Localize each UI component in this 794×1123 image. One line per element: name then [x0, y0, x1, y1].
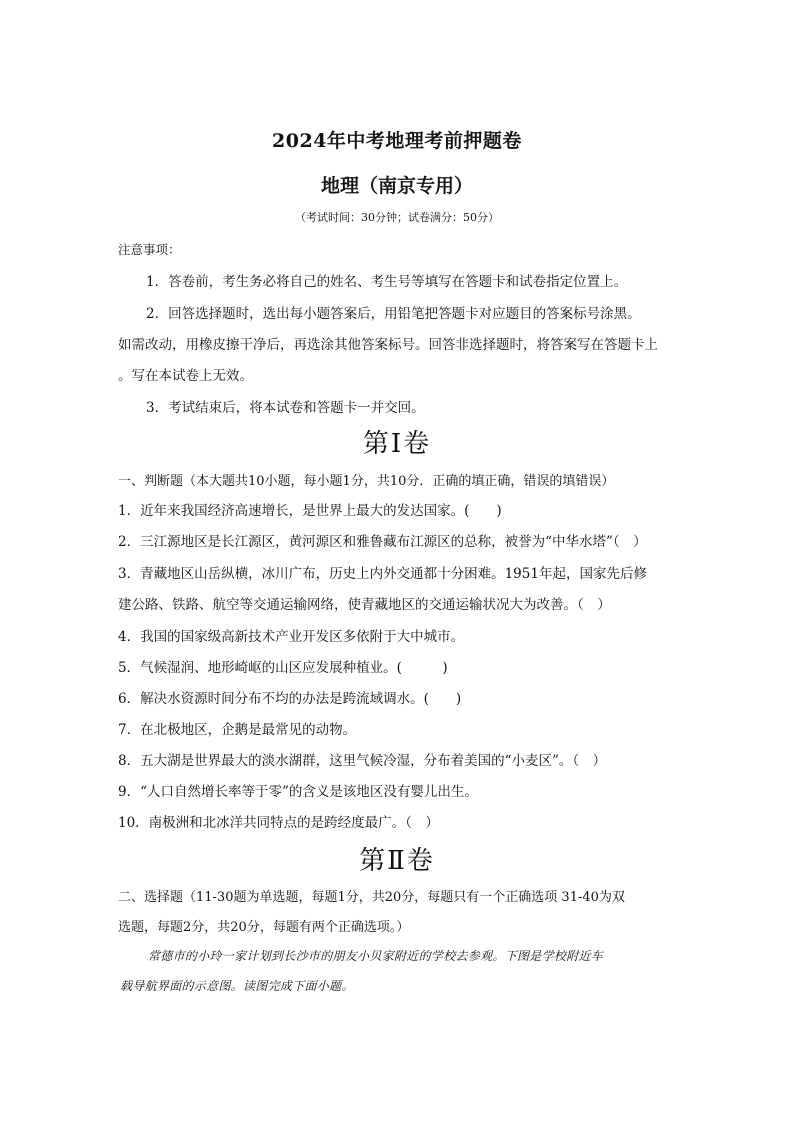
question-item: 6．解决水资源时间分布不均的办法是跨流域调水。( )	[118, 691, 462, 707]
question-item: 3．青藏地区山岳纵横，冰川广布，历史上内外交通都十分困难。1951年起，国家先后修	[118, 566, 647, 582]
question-item: 9．“人口自然增长率等于零”的含义是该地区没有婴儿出生。	[118, 784, 478, 800]
part2-heading-cont: 选题，每题2分，共20分，每题有两个正确选项。）	[118, 920, 410, 935]
question-item: 4．我国的国家级高新技术产业开发区多依附于大中城市。	[118, 629, 465, 645]
exam-title: 2024年中考地理考前押题卷	[272, 130, 522, 152]
question-item: 8．五大湖是世界最大的淡水湖群，这里气候冷湿，分布着美国的“小麦区”。（ ）	[118, 753, 607, 769]
note-item: 。写在本试卷上无效。	[118, 368, 253, 384]
part2-title: 第Ⅱ卷	[359, 846, 435, 876]
question-item: 2．三江源地区是长江源区，黄河源区和雅鲁藏布江源区的总称，被誉为“中华水塔”（ ）	[118, 534, 647, 550]
question-item: 7．在北极地区，企鹅是最常见的动物。	[118, 722, 357, 738]
question-item: 10．南极洲和北冰洋共同特点的是跨经度最广。（ ）	[118, 815, 439, 831]
story-text-cont: 载导航界面的示意图。读图完成下面小题。	[120, 979, 354, 993]
part2-heading: 二、选择题（11-30题为单选题，每题1分，共20分，每题只有一个正确选项 31-40为双	[118, 890, 625, 905]
notes-label: 注意事项：	[118, 242, 181, 257]
part1-heading: 一、判断题（本大题共10小题，每小题1分，共10分．正确的填正确，错误的填错误）	[118, 474, 615, 489]
note-item: 2．回答选择题时，选出每小题答案后，用铅笔把答题卡对应题目的答案标号涂黑。	[146, 306, 641, 322]
note-item: 3．考试结束后，将本试卷和答题卡一并交回。	[146, 400, 425, 416]
note-item: 如需改动，用橡皮擦干净后，再选涂其他答案标号。回答非选择题时，将答案写在答题卡上	[118, 337, 658, 353]
question-item: 1．近年来我国经济高速增长，是世界上最大的发达国家。( )	[118, 503, 502, 519]
exam-subtitle: 地理（南京专用）	[320, 175, 473, 197]
question-item: 5．气候湿润、地形崎岖的山区应发展种植业。( )	[118, 660, 448, 676]
story-text: 常德市的小玲一家计划到长沙市的朋友小贝家附近的学校去参观。下图是学校附近车	[148, 949, 604, 963]
note-item: 1．答卷前，考生务必将自己的姓名、考生号等填写在答题卡和试卷指定位置上。	[146, 274, 628, 290]
question-item: 建公路、铁路、航空等交通运输网络，使青藏地区的交通运输状况大为改善。（ ）	[118, 597, 611, 613]
exam-info: （考试时间：30分钟；试卷满分：50分）	[295, 211, 499, 224]
part1-title: 第Ⅰ卷	[362, 429, 432, 459]
